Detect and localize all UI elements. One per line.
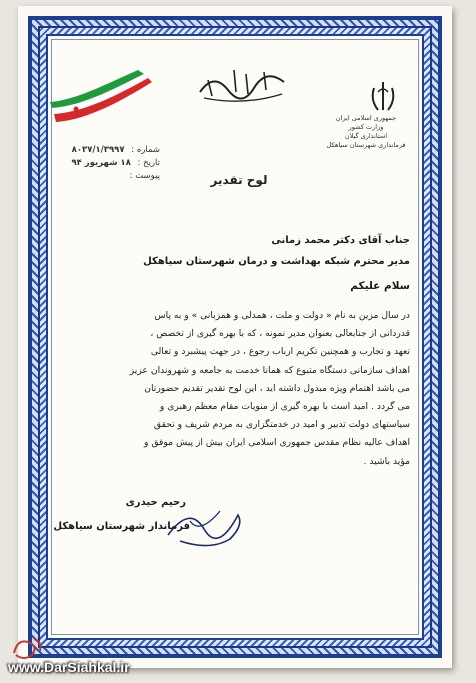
iran-emblem-icon <box>368 80 398 114</box>
number-value: ۸۰۳۷/۱/۳۹۹۷ <box>71 145 125 155</box>
body-line: اهداف عالیه نظام مقدس جمهوری اسلامی ایران بیش از پیش موفق و <box>143 437 410 449</box>
iran-flag-ribbon <box>46 64 166 124</box>
issuer-line-2: وزارت کشور <box>348 123 384 131</box>
body-paragraph <box>64 307 410 471</box>
recipient-name: جناب آقای دکتر محمد زمانی <box>271 235 410 246</box>
date-value: ۱۸ شهریور ۹۴ <box>71 158 131 168</box>
body-line: سیاستهای دولت تدبیر و امید در خدمتگزاری به مردم شریف و تحقق <box>153 419 410 431</box>
bismillah-calligraphy <box>194 62 290 104</box>
number-row <box>50 144 160 157</box>
darsiahkal-logo <box>8 631 48 661</box>
issuer-line-4: فرمانداری شهرستان سیاهکل <box>326 141 406 149</box>
recipient-role: مدیر محترم شبکه بهداشت و درمان شهرستان سیاهکل <box>143 256 410 267</box>
site-watermark: www.DarSiahkal.ir <box>8 659 130 675</box>
issuer-line-3: استانداری گیلان <box>344 132 388 140</box>
signer-name: رحیم حیدری <box>125 497 186 508</box>
body-line: می گردد . امید است با بهره گیری از منویات مقام معظم رهبری و <box>159 401 410 413</box>
number-label: شماره : <box>131 145 160 155</box>
body-line: در سال مزین به نام « دولت و ملت ، همدلی و همزبانی » و به پاس <box>154 310 410 321</box>
signer-title: فرماندار شهرستان سیاهکل <box>53 521 190 532</box>
issuer-line-1: جمهوری اسلامی ایران <box>335 114 397 122</box>
greeting: سلام علیکم <box>350 280 410 292</box>
document-title: لوح تقدیر <box>210 173 268 187</box>
attachment-row <box>50 170 160 183</box>
body-line: قدردانی از جنابعالی بعنوان مدیر نمونه ، که با بهره گیری از تخصص ، <box>150 328 410 340</box>
body-line: تعهد و تجارب و همچنین تکریم ارباب رجوع ، در جهت پیشبرد و تعالی <box>150 346 410 358</box>
date-row <box>50 157 160 170</box>
body-line: می باشد اهتمام ویژه مبذول داشته اید ، این لوح تقدیر تقدیم حضورتان <box>144 382 410 394</box>
attachment-label: پیوست : <box>129 171 160 181</box>
body-line: اهداف سازمانی دستگاه متبوع که همانا خدمت به جامعه و شهروندان عزیز <box>129 364 410 376</box>
reference-block <box>50 144 160 183</box>
body-line: مؤید باشید . <box>363 455 410 467</box>
date-label: تاریخ : <box>137 158 160 168</box>
handwritten-signature <box>160 495 250 555</box>
issuer-block <box>326 114 406 150</box>
